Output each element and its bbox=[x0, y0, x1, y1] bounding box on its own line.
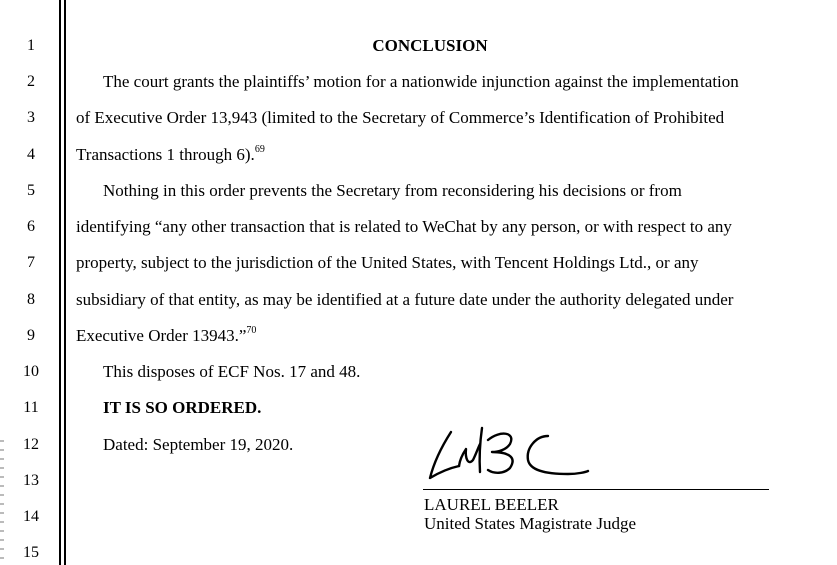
line-number: 14 bbox=[23, 508, 39, 525]
body-text-line: property, subject to the jurisdiction of the United States, with Tencent Holdings Ltd., or any bbox=[76, 253, 699, 272]
line-number: 12 bbox=[23, 436, 39, 453]
footnote-marker: 70 bbox=[246, 325, 257, 337]
line-number: 9 bbox=[27, 327, 35, 344]
line-number: 6 bbox=[27, 218, 35, 235]
line-number: 2 bbox=[27, 73, 35, 90]
disposition-text: This disposes of ECF Nos. 17 and 48. bbox=[103, 362, 361, 381]
line-number: 13 bbox=[23, 472, 39, 489]
left-margin-rule bbox=[59, 0, 61, 565]
line-number: 11 bbox=[23, 399, 39, 416]
body-text-line: Nothing in this order prevents the Secretary from reconsidering his decisions or from bbox=[103, 181, 682, 200]
line-number: 1 bbox=[27, 37, 35, 54]
body-text: Executive Order 13943.” bbox=[76, 326, 247, 345]
line-number: 8 bbox=[27, 291, 35, 308]
signature-line bbox=[423, 489, 769, 490]
footnote-marker: 69 bbox=[254, 144, 265, 156]
line-number: 3 bbox=[27, 109, 35, 126]
body-text-line: identifying “any other transaction that is related to WeChat by any person, or with respect to any bbox=[76, 217, 732, 236]
line-number: 4 bbox=[27, 146, 35, 163]
judge-name: LAUREL BEELER bbox=[424, 495, 559, 514]
margin-strip bbox=[0, 440, 4, 565]
body-text-line: of Executive Order 13,943 (limited to the Secretary of Commerce’s Identification of Prohibited bbox=[76, 108, 725, 127]
left-margin-rule bbox=[64, 0, 66, 565]
dated-line: Dated: September 19, 2020. bbox=[103, 435, 294, 454]
judge-title: United States Magistrate Judge bbox=[424, 514, 636, 533]
order-statement: IT IS SO ORDERED. bbox=[103, 398, 262, 417]
line-number: 7 bbox=[27, 254, 35, 271]
body-text-line bbox=[76, 325, 256, 347]
line-number: 15 bbox=[23, 544, 39, 561]
line-number: 10 bbox=[23, 363, 39, 380]
judge-signature bbox=[418, 422, 608, 486]
section-heading: CONCLUSION bbox=[372, 36, 488, 55]
body-text-line bbox=[76, 144, 265, 166]
body-text-line: The court grants the plaintiffs’ motion for a nationwide injunction against the implementation bbox=[103, 72, 739, 91]
line-number: 5 bbox=[27, 182, 35, 199]
body-text-line: subsidiary of that entity, as may be identified at a future date under the authority delegated under bbox=[76, 290, 734, 309]
body-text: Transactions 1 through 6). bbox=[76, 145, 255, 164]
